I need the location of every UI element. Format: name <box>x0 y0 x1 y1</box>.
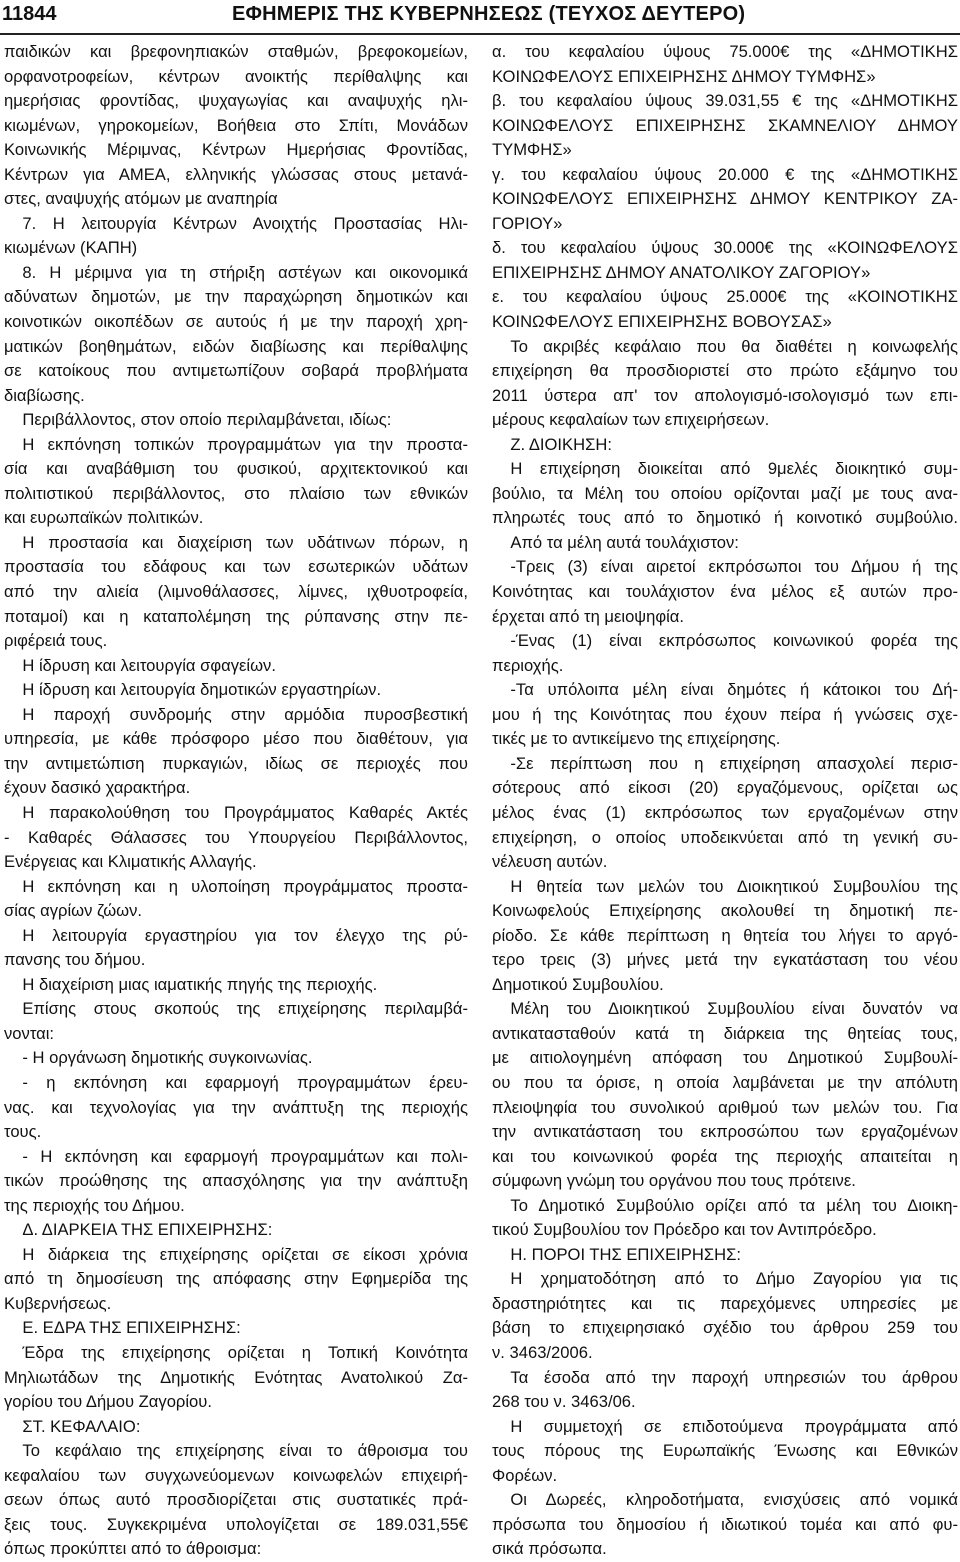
left-column-line: Έδρα της επιχείρησης ορίζεται η Τοπική Κοινότητα <box>22 1342 468 1362</box>
left-column-line: - η εκπόνηση και εφαρμογή προγραμμάτων έρευ- <box>22 1072 468 1092</box>
left-column-line: τους. <box>4 1122 42 1142</box>
right-column-line: περιοχής. <box>492 655 564 675</box>
right-column-line: δραστηριότητες και τις παρεχόμενες υπηρεσίες με <box>492 1293 958 1313</box>
left-column-line: Επίσης στους σκοπούς της επιχείρησης περιλαμβά- <box>22 999 468 1019</box>
left-column-line: από τη δημοσίευση της απόφασης στην Εφημερίδα της <box>4 1269 468 1289</box>
left-column-line: Ενέργειας και Κλιματικής Αλλαγής. <box>4 852 257 872</box>
right-column-line: βούλιο, τα Μέλη του οποίου ορίζονται μαζί με τους ανα- <box>492 483 958 503</box>
right-column-line: τικού Συμβουλίου τον Πρόεδρο και τον Αντιπρόεδρο. <box>492 1220 877 1240</box>
left-column-line: Περιβάλλοντος, στον οποίο περιλαμβάνεται, ιδίως: <box>22 410 392 430</box>
right-column-line: νέλευση αυτών. <box>492 852 608 872</box>
right-column-line: τικές με το αντικείμενο της επιχείρησης. <box>492 729 781 749</box>
right-column-line: και του κοινωνικού φορέα της περιοχής απαιτείται η <box>492 1146 958 1166</box>
right-column-line: Η. ΠΟΡΟΙ ΤΗΣ ΕΠΙΧΕΙΡΗΣΗΣ: <box>510 1244 741 1264</box>
left-column-line: όπως προκύπτει από το άθροισμα: <box>4 1539 262 1559</box>
left-column-line: γορίου του Δήμου Ζαγορίου. <box>4 1392 212 1412</box>
right-column-line: Κοινωφελούς Επιχείρησης ακολουθεί τη δημοτική πε- <box>492 901 958 921</box>
right-column-line: Η επιχείρηση διοικείται από 9μελές διοικητικό συμ- <box>510 459 958 479</box>
right-column-line: Το Δημοτικό Συμβούλιο ορίζει από τα μέλη του Διοικη- <box>510 1195 958 1215</box>
right-column-line: πλειοψηφία του συνολικού αριθμού των μελών του. Για <box>492 1097 958 1117</box>
left-column-line: Η διάρκεια της επιχείρησης ορίζεται σε είκοσι χρόνια <box>22 1244 468 1264</box>
left-column-line: κιωμένων, γηροκομείων, Βοήθεια στο Σπίτι, Μονάδων <box>4 115 468 135</box>
left-column-line: νονται: <box>4 1023 55 1043</box>
left-column-line: Μηλιωτάδων της Δημοτικής Ενότητας Ανατολικού Ζα- <box>4 1367 468 1387</box>
left-column-line: ριφέρειά τους. <box>4 631 108 651</box>
left-column-line: και ευρωπαϊκών πολιτικών. <box>4 508 204 528</box>
right-column <box>492 40 958 1562</box>
right-column-line: β. του κεφαλαίου ύψους 39.031,55 € της «ΔΗΜΟΤΙΚΗΣ <box>492 91 958 111</box>
right-column-line: ΚΟΙΝΩΦΕΛΟΥΣ ΕΠΙΧΕΙΡΗΣΗΣ ΔΗΜΟΥ ΚΕΝΤΡΙΚΟΥ ΖΑ- <box>492 189 958 209</box>
right-column-line: Δημοτικού Συμβουλίου. <box>492 974 664 994</box>
left-column-line: από την αλιεία (λιμνοθάλασσες, λίμνες, ιχθυοτροφεία, <box>4 582 468 602</box>
right-column-line: Η θητεία των μελών του Διοικητικού Συμβουλίου της <box>510 876 958 896</box>
right-column-line: ε. του κεφαλαίου ύψους 25.000€ της «ΚΟΙΝΟΤΙΚΗΣ <box>492 287 958 307</box>
right-column-line: σύμφωνη γνώμη του οργάνου που τους πρότεινε. <box>492 1171 856 1191</box>
left-column-line: πανσης του δήμου. <box>4 950 146 970</box>
right-column-line: -Σε περίπτωση που η επιχείρηση απασχολεί περισ- <box>510 753 958 773</box>
left-column-line: ξεις τους. Συγκεκριμένα υπολογίζεται σε 189.031,55€ <box>4 1514 468 1534</box>
right-column-line: α. του κεφαλαίου ύψους 75.000€ της «ΔΗΜΟΤΙΚΗΣ <box>492 42 958 61</box>
right-column-line: -Τα υπόλοιπα μέλη είναι δημότες ή κάτοικοι του Δή- <box>510 680 958 700</box>
right-column-line: πληρωτές τους από το δημοτικό ή κοινοτικό συμβούλιο. <box>492 508 958 528</box>
left-column-line: Η εκπόνηση τοπικών προγραμμάτων για την προστα- <box>22 434 468 454</box>
left-column-line: την αντιμετώπιση πυρκαγιών, ιδίως σε περιοχές που <box>4 753 468 773</box>
left-column-line: - Η εκπόνηση και εφαρμογή προγραμμάτων και πολι- <box>22 1146 468 1166</box>
right-column-line: μου ή της Κοινότητας που έχουν πείρα ή γνώσεις σχε- <box>492 704 958 724</box>
left-column-line: Κοινωνικής Μέριμνας, Κέντρων Ημερήσιας Φροντίδας, <box>4 140 468 160</box>
left-column-line: Η παροχή συνδρομής στην αρμόδια πυροσβεστική <box>22 704 468 724</box>
left-column-line: - Καθαρές Θάλασσες του Υπουργείου Περιβάλλοντος, <box>4 827 468 847</box>
right-column-line: Από τα μέλη αυτά τουλάχιστον: <box>510 532 739 552</box>
right-column-line: -Τρεις (3) είναι αιρετοί εκπρόσωποι του Δήμου ή της <box>510 557 958 577</box>
right-column-line: ΚΟΙΝΩΦΕΛΟΥΣ ΕΠΙΧΕΙΡΗΣΗΣ ΒΟΒΟΥΣΑΣ» <box>492 312 832 332</box>
right-column-line: -Ένας (1) είναι εκπρόσωπος κοινωνικού φορέα της <box>510 631 958 651</box>
left-column-line: ΣΤ. ΚΕΦΑΛΑΙΟ: <box>22 1416 141 1436</box>
left-column-line: Κέντρων για ΑΜΕΑ, ελληνικής γλώσσας στους μετανά- <box>4 164 468 184</box>
right-column-line: μέρους κεφαλαίων των επιχειρήσεων. <box>492 410 770 430</box>
right-column-line: δ. του κεφαλαίου ύψους 30.000€ της «ΚΟΙΝΩΦΕΛΟΥΣ <box>492 238 958 258</box>
right-column-line: σότερους από είκοσι (20) εργαζόμενους, ορίζεται ως <box>492 778 958 798</box>
right-column-line: Κοινότητας και τουλάχιστον ένα μέλος εξ αυτών προ- <box>492 582 958 602</box>
page-number: 11844 <box>2 3 57 25</box>
right-column-line: μέλος ένας (1) εκπρόσωπος των εργαζομένων στην <box>492 802 958 822</box>
page-header <box>0 0 960 34</box>
right-column-line: την αντικατάσταση του εκπροσώπου των εργαζομένων <box>492 1122 958 1142</box>
right-column-line: επιχείρηση θα προσδιοριστεί στο πρώτο εξάμηνο του <box>492 361 958 381</box>
right-column-line: ΤΥΜΦΗΣ» <box>492 140 572 160</box>
left-column-line: σία και αναβάθμιση του φυσικού, αρχιτεκτονικού και <box>4 459 468 479</box>
left-column-line: Η προστασία και διαχείριση των υδάτινων πόρων, η <box>22 532 468 552</box>
left-column-line: κοινοτικών οικοπέδων σε αυτούς ή με την παροχή χρη- <box>4 312 468 332</box>
header-rule <box>0 33 960 35</box>
left-column-line: νας. και τεχνολογίας για την ανάπτυξη της περιοχής <box>4 1097 468 1117</box>
gazette-title: ΕΦΗΜΕΡΙΣ ΤΗΣ ΚΥΒΕΡΝΗΣΕΩΣ (ΤΕΥΧΟΣ ΔΕΥΤΕΡΟ) <box>232 3 746 25</box>
left-column-line: της περιοχής του Δήμου. <box>4 1195 185 1215</box>
right-column-line: τερο τρεις (3) μήνες μετά την εγκατάσταση του νέου <box>492 950 958 970</box>
right-column-line: ρίοδο. Σε κάθε περίπτωση η θητεία του λήγει το αργό- <box>492 925 958 945</box>
right-column-line: Η συμμετοχή σε επιδοτούμενα προγράμματα από <box>510 1416 958 1436</box>
right-column-line: σικά πρόσωπα. <box>492 1539 607 1559</box>
left-column-line: έχουν δασικό χαρακτήρα. <box>4 778 191 798</box>
left-column-line: στες, αναψυχής ατόμων με αναπηρία <box>4 189 278 209</box>
right-column-line: βάση το επιχειρησιακό σχέδιο του άρθρου 259 του <box>492 1318 958 1338</box>
left-column-line: υπηρεσία, με κάθε πρόσφορο μέσο που διαθέτουν, για <box>4 729 468 749</box>
right-column-line: Οι Δωρεές, κληροδοτήματα, ενισχύσεις από νομικά <box>510 1490 958 1510</box>
left-column-line: Η εκπόνηση και η υλοποίηση προγράμματος προστα- <box>22 876 468 896</box>
left-column-line: Η παρακολούθηση του Προγράμματος Καθαρές Ακτές <box>22 802 468 822</box>
left-column <box>4 40 468 1562</box>
left-column-line: αδύνατων δημοτών, με την παραχώρηση δημοτικών και <box>4 287 468 307</box>
left-column-line: διαβίωσης. <box>4 385 85 405</box>
left-column-line: Το κεφάλαιο της επιχείρησης είναι το άθροισμα του <box>22 1441 468 1461</box>
right-column-line: επιχείρηση, ο οποίος υποδεικνύεται από τη γενική συ- <box>492 827 958 847</box>
left-column-line: παιδικών και βρεφονηπιακών σταθμών, βρεφοκομείων, <box>4 42 468 61</box>
right-column-line: Η χρηματοδότηση από το Δήμο Ζαγορίου για τις <box>510 1269 958 1289</box>
right-column-line: ν. 3463/2006. <box>492 1342 593 1362</box>
left-column-line: Η ίδρυση και λειτουργία δημοτικών εργαστηρίων. <box>22 680 382 700</box>
right-column-line: ΓΟΡΙΟΥ» <box>492 213 563 233</box>
left-column-line: σεων όπως αυτό προσδιορίζεται στις συστατικές πρά- <box>4 1490 468 1510</box>
right-column-line: 268 του ν. 3463/06. <box>492 1392 636 1412</box>
left-column-line: ορφανοτροφείων, κέντρων ανοικτής περίθαλψης και <box>4 66 468 86</box>
left-column-line: Η λειτουργία εργαστηρίου για τον έλεγχο της ρύ- <box>22 925 468 945</box>
right-column-line: έρχεται από τη μειοψηφία. <box>492 606 685 626</box>
left-column-line: Δ. ΔΙΑΡΚΕΙΑ ΤΗΣ ΕΠΙΧΕΙΡΗΣΗΣ: <box>22 1220 273 1240</box>
left-column-line: ποταμοί) και η καταπολέμηση της ρύπανσης στην πε- <box>4 606 468 626</box>
right-column-line: γ. του κεφαλαίου ύψους 20.000 € της «ΔΗΜΟΤΙΚΗΣ <box>492 164 958 184</box>
right-column-line: ΚΟΙΝΩΦΕΛΟΥΣ ΕΠΙΧΕΙΡΗΣΗΣ ΣΚΑΜΝΕΛΙΟΥ ΔΗΜΟΥ <box>492 115 958 135</box>
right-column-line: 2011 ύστερα απ' τον απολογισμό-ισολογισμό των επι- <box>492 385 958 405</box>
right-column-line: ου που τα όρισε, η οποία λαμβάνεται με την απόλυτη <box>492 1072 958 1092</box>
left-column-line: - Η οργάνωση δημοτικής συγκοινωνίας. <box>22 1048 313 1068</box>
right-column-line: Φορέων. <box>492 1465 558 1485</box>
left-column-line: πολιτιστικού περιβάλλοντος, στο πλαίσιο των εθνικών <box>4 483 468 503</box>
left-column-line: ημερήσιας φροντίδας, ψυχαγωγίας και αναψυχής ηλι- <box>4 91 468 111</box>
left-column-line: ματικών βοηθημάτων, ειδών διαβίωσης και περίθαλψης <box>4 336 468 356</box>
right-column-line: ΚΟΙΝΩΦΕΛΟΥΣ ΕΠΙΧΕΙΡΗΣΗΣ ΔΗΜΟΥ ΤΥΜΦΗΣ» <box>492 66 876 86</box>
left-column-line: Κυβερνήσεως. <box>4 1293 112 1313</box>
right-column-line: ΕΠΙΧΕΙΡΗΣΗΣ ΔΗΜΟΥ ΑΝΑΤΟΛΙΚΟΥ ΖΑΓΟΡΙΟΥ» <box>492 262 871 282</box>
left-column-line: 7. Η λειτουργία Κέντρων Ανοιχτής Προστασίας Ηλι- <box>22 213 468 233</box>
left-column-line: τικών προώθησης της απασχόλησης για την ανάπτυξη <box>4 1171 468 1191</box>
left-column-line: σίας αγρίων ζώων. <box>4 901 143 921</box>
left-column-line: Ε. ΕΔΡΑ ΤΗΣ ΕΠΙΧΕΙΡΗΣΗΣ: <box>22 1318 241 1338</box>
left-column-line: Η ίδρυση και λειτουργία σφαγείων. <box>22 655 276 675</box>
right-column-line: με αιτιολογημένη απόφαση του Δημοτικού Συμβουλί- <box>492 1048 958 1068</box>
left-column-line: σε κατοίκους που αντιμετωπίζουν σοβαρά προβλήματα <box>4 361 468 381</box>
left-column-line: προστασία του εδάφους και των εσωτερικών υδάτων <box>4 557 468 577</box>
right-column-line: Το ακριβές κεφάλαιο που θα διαθέτει η κοινωφελής <box>510 336 958 356</box>
right-column-line: πρόσωπα του δημοσίου ή ιδιωτικού τομέα και από φυ- <box>492 1514 958 1534</box>
right-column-line: αντικατασταθούν κατά τη διάρκεια της θητείας τους, <box>492 1023 958 1043</box>
left-column-line: κιωμένων (ΚΑΠΗ) <box>4 238 138 258</box>
right-column-line: τους πόρους της Ευρωπαϊκής Ένωσης και Εθνικών <box>492 1441 958 1461</box>
right-column-line: Τα έσοδα από την παροχή υπηρεσιών του άρθρου <box>510 1367 958 1387</box>
right-column-line: Μέλη του Διοικητικού Συμβουλίου είναι δυνατόν να <box>510 999 958 1019</box>
left-column-line: Η διαχείριση μιας ιαματικής πηγής της περιοχής. <box>22 974 378 994</box>
right-column-line: Ζ. ΔΙΟΙΚΗΣΗ: <box>510 434 612 454</box>
left-column-line: 8. Η μέριμνα για τη στήριξη αστέγων και οικονομικά <box>22 262 468 282</box>
left-column-line: κεφαλαίου των συγχωνεύομενων κοινωφελών επιχειρή- <box>4 1465 468 1485</box>
